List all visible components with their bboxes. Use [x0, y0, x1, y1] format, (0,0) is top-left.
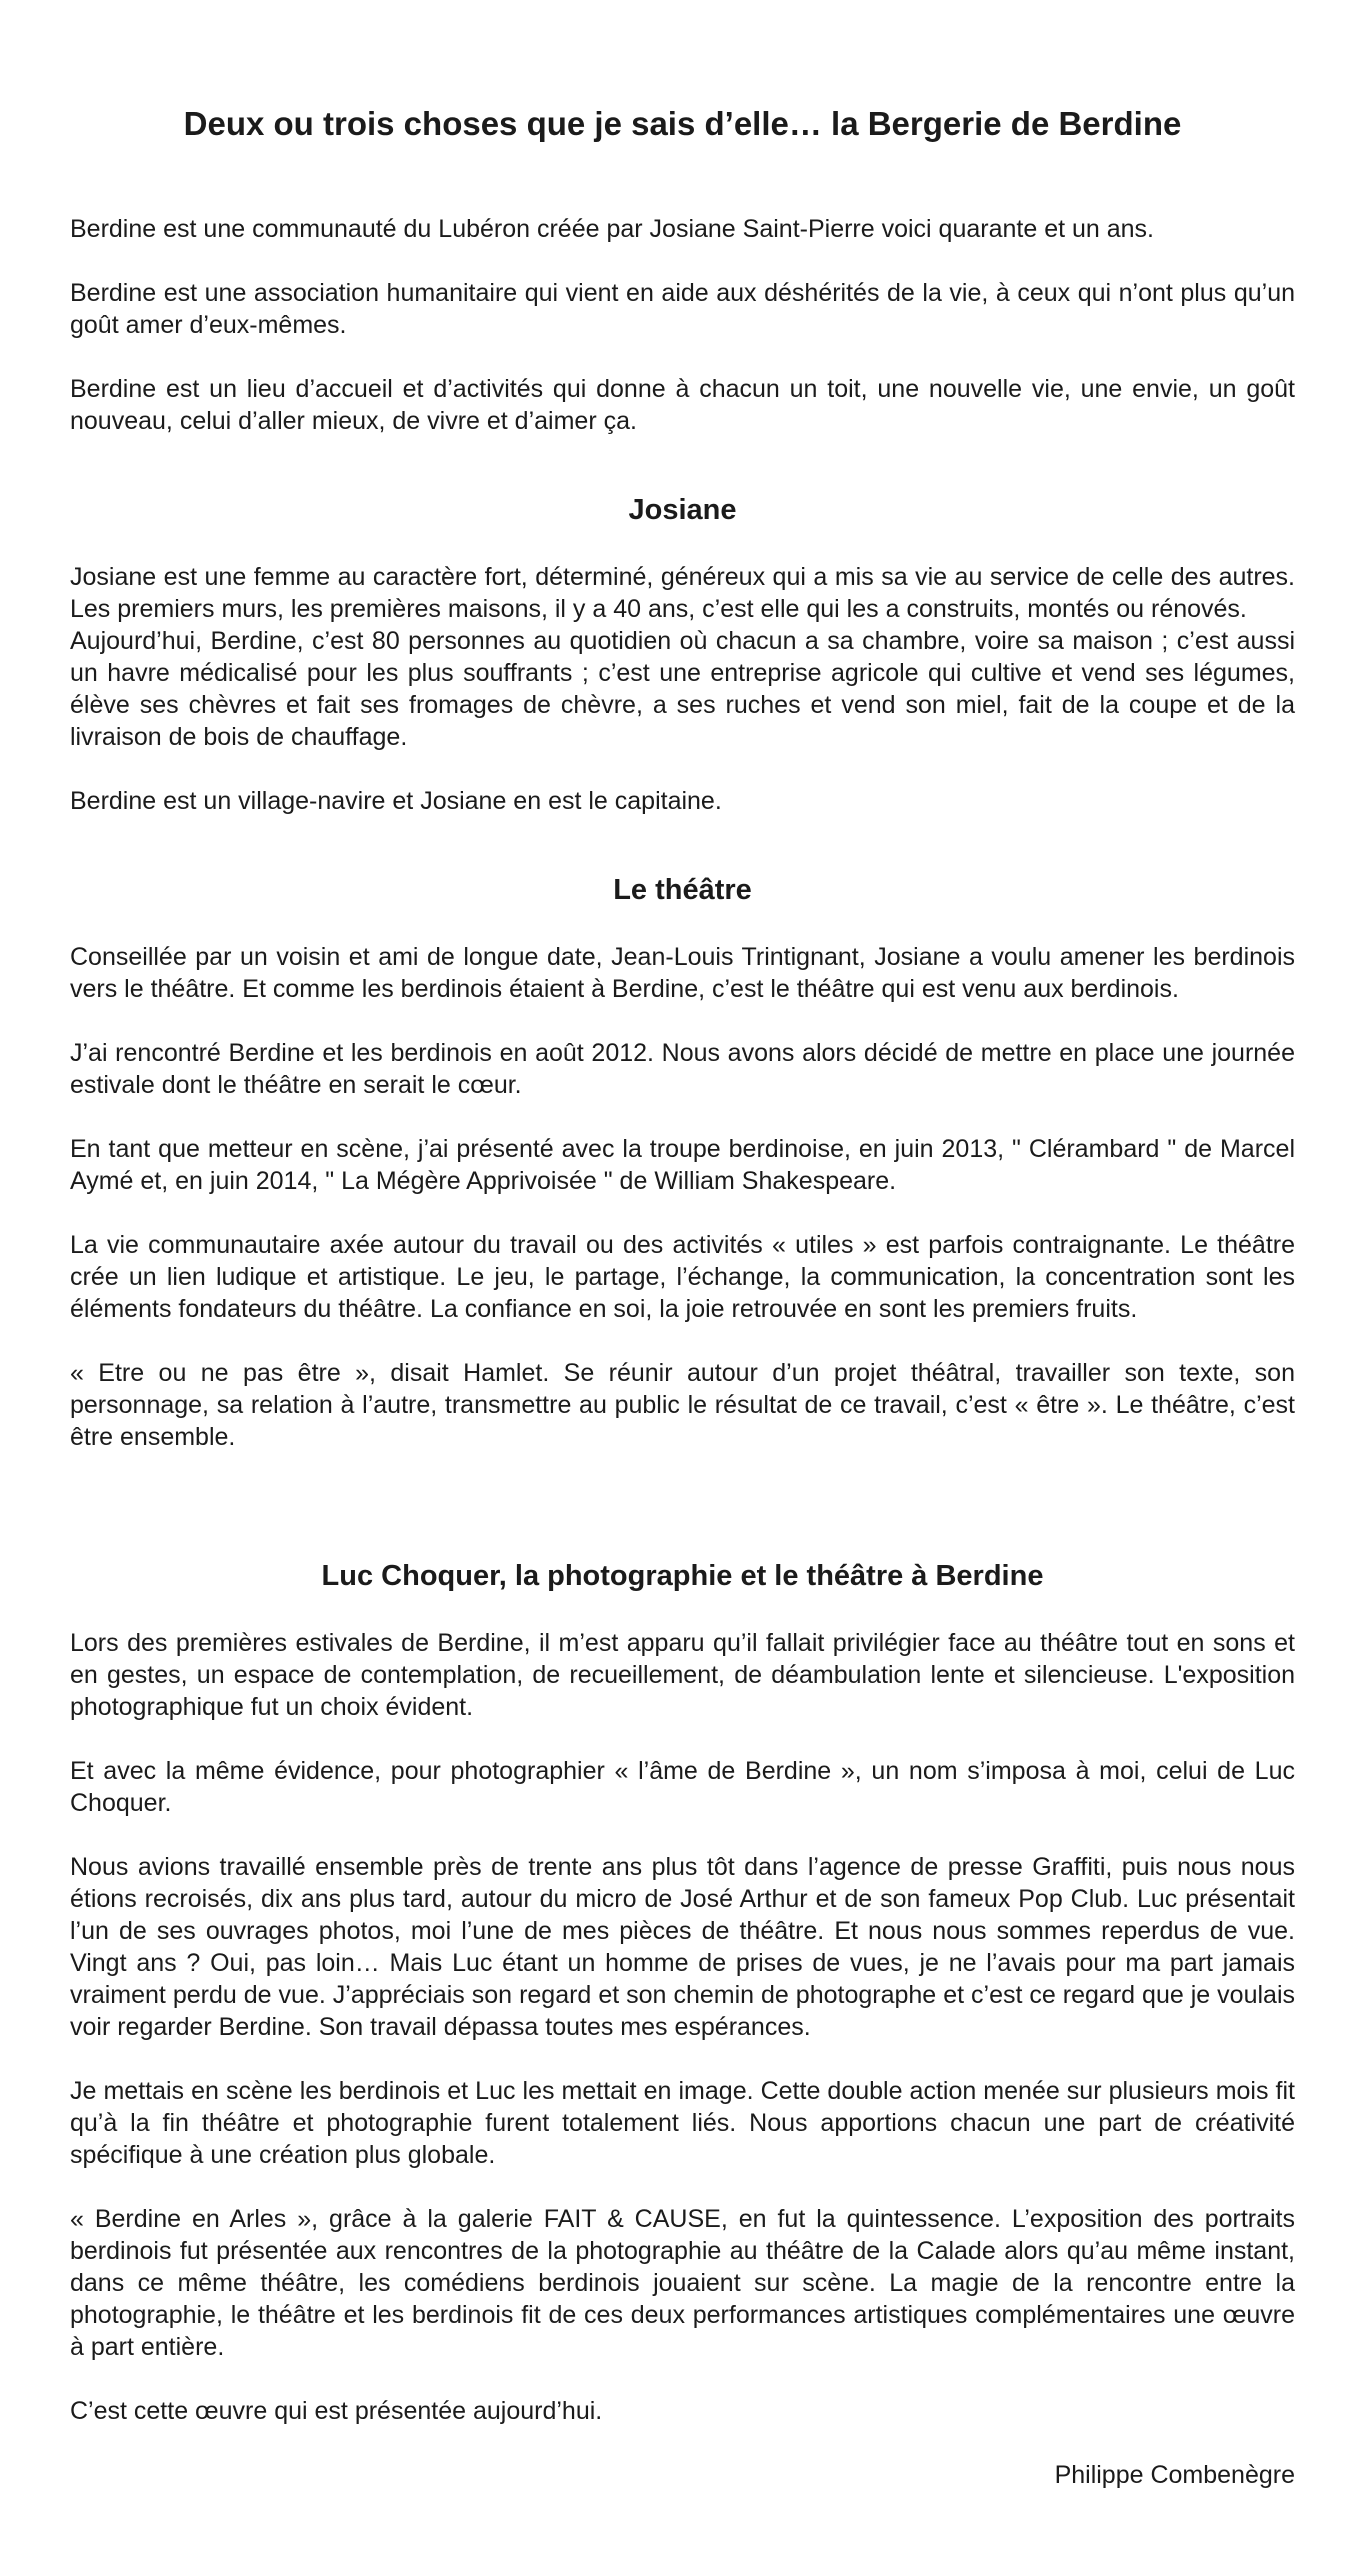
paragraph-metteur-en-scene: En tant que metteur en scène, j’ai présenté avec la troupe berdinoise, en juin 2013, " Clérambard " de Marcel Aymé et, en juin 2014, " La Mégère Apprivoisée " de William Shakespeare.: [70, 1135, 1295, 1195]
paragraph-etre-ou-ne-pas-etre: « Etre ou ne pas être », disait Hamlet. Se réunir autour d’un projet théâtral, travailler son texte, son personnage, sa relation à l’autre, transmettre au public le résultat de ce travail, c’est « être ». Le théâtre, c’est être ensemble.: [70, 1359, 1295, 1451]
paragraph-oeuvre-presentee: C’est cette œuvre qui est présentée aujourd’hui.: [70, 2397, 603, 2425]
paragraph-premieres-estivales: Lors des premières estivales de Berdine, il m’est apparu qu’il fallait privilégier face au théâtre tout en sons et en gestes, un espace de contemplation, de recueillement, de déambulation lente et silencieuse. L'exposition photographique fut un choix évident.: [70, 1629, 1295, 1721]
document-title: Deux ou trois choses que je sais d’elle… la Bergerie de Berdine: [183, 105, 1182, 142]
paragraph-josiane-femme: Josiane est une femme au caractère fort, déterminé, généreux qui a mis sa vie au service de celle des autres. Les premiers murs, les premières maisons, il y a 40 ans, c’est elle qui les a construits, montés ou rénovés. Aujourd’hui, Berdine, c’est 80 personnes au quotidien où chacun a sa chambre, voire sa maison ; c’est aussi un havre médicalisé pour les plus souffrants ; c’est une entreprise agricole qui cultive et vend ses légumes, élève ses chèvres et fait ses fromages de chèvre, a ses ruches et vend son miel, fait de la coupe et de la livraison de bois de chauffage.: [70, 563, 1295, 751]
section-heading-luc-choquer: Luc Choquer, la photographie et le théâtre à Berdine: [321, 1560, 1044, 1592]
paragraph-berdine-communaute: Berdine est une communauté du Lubéron créée par Josiane Saint-Pierre voici quarante et un ans.: [70, 215, 1154, 243]
paragraph-agence-graffiti: Nous avions travaillé ensemble près de trente ans plus tôt dans l’agence de presse Graffiti, puis nous nous étions recroisés, dix ans plus tard, autour du micro de José Arthur et de son fameux Pop Club. Luc présentait l’un de ses ouvrages photos, moi l’une de mes pièces de théâtre. Et nous nous sommes reperdus de vue. Vingt ans ? Oui, pas loin… Mais Luc étant un homme de prises de vues, je ne l’avais pour ma part jamais vraiment perdu de vue. J’appréciais son regard et son chemin de photographe et c’est ce regard que je voulais voir regarder Berdine. Son travail dépassa toutes mes espérances.: [70, 1853, 1295, 2041]
author-signature: Philippe Combenègre: [1054, 2461, 1295, 2489]
paragraph-rencontre-2012: J’ai rencontré Berdine et les berdinois en août 2012. Nous avons alors décidé de mettre en place une journée estivale dont le théâtre en serait le cœur.: [70, 1039, 1295, 1099]
paragraph-village-navire: Berdine est un village-navire et Josiane en est le capitaine.: [70, 787, 722, 815]
section-heading-josiane: Josiane: [628, 494, 737, 526]
paragraph-berdine-en-arles: « Berdine en Arles », grâce à la galerie FAIT & CAUSE, en fut la quintessence. L’exposition des portraits berdinois fut présentée aux rencontres de la photographie au théâtre de la Calade alors qu’au même instant, dans ce même théâtre, les comédiens berdinois jouaient sur scène. La magie de la rencontre entre la photographie, le théâtre et les berdinois fit de ces deux performances artistiques complémentaires une œuvre à part entière.: [70, 2205, 1295, 2361]
paragraph-double-action: Je mettais en scène les berdinois et Luc les mettait en image. Cette double action menée sur plusieurs mois fit qu’à la fin théâtre et photographie furent totalement liés. Nous apportions chacun une part de créativité spécifique à une création plus globale.: [70, 2077, 1295, 2169]
paragraph-conseillee-trintignant: Conseillée par un voisin et ami de longue date, Jean-Louis Trintignant, Josiane a voulu amener les berdinois vers le théâtre. Et comme les berdinois étaient à Berdine, c’est le théâtre qui est venu aux berdinois.: [70, 943, 1295, 1003]
section-heading-le-theatre: Le théâtre: [613, 874, 752, 906]
paragraph-meme-evidence: Et avec la même évidence, pour photographier « l’âme de Berdine », un nom s’imposa à moi, celui de Luc Choquer.: [70, 1757, 1295, 1817]
paragraph-vie-communautaire: La vie communautaire axée autour du travail ou des activités « utiles » est parfois contraignante. Le théâtre crée un lien ludique et artistique. Le jeu, le partage, l’échange, la communication, la concentration sont les éléments fondateurs du théâtre. La confiance en soi, la joie retrouvée en sont les premiers fruits.: [70, 1231, 1295, 1323]
paragraph-berdine-association: Berdine est une association humanitaire qui vient en aide aux déshérités de la vie, à ceux qui n’ont plus qu’un goût amer d’eux-mêmes.: [70, 279, 1295, 339]
paragraph-berdine-lieu-accueil: Berdine est un lieu d’accueil et d’activités qui donne à chacun un toit, une nouvelle vie, une envie, un goût nouveau, celui d’aller mieux, de vivre et d’aimer ça.: [70, 375, 1295, 435]
